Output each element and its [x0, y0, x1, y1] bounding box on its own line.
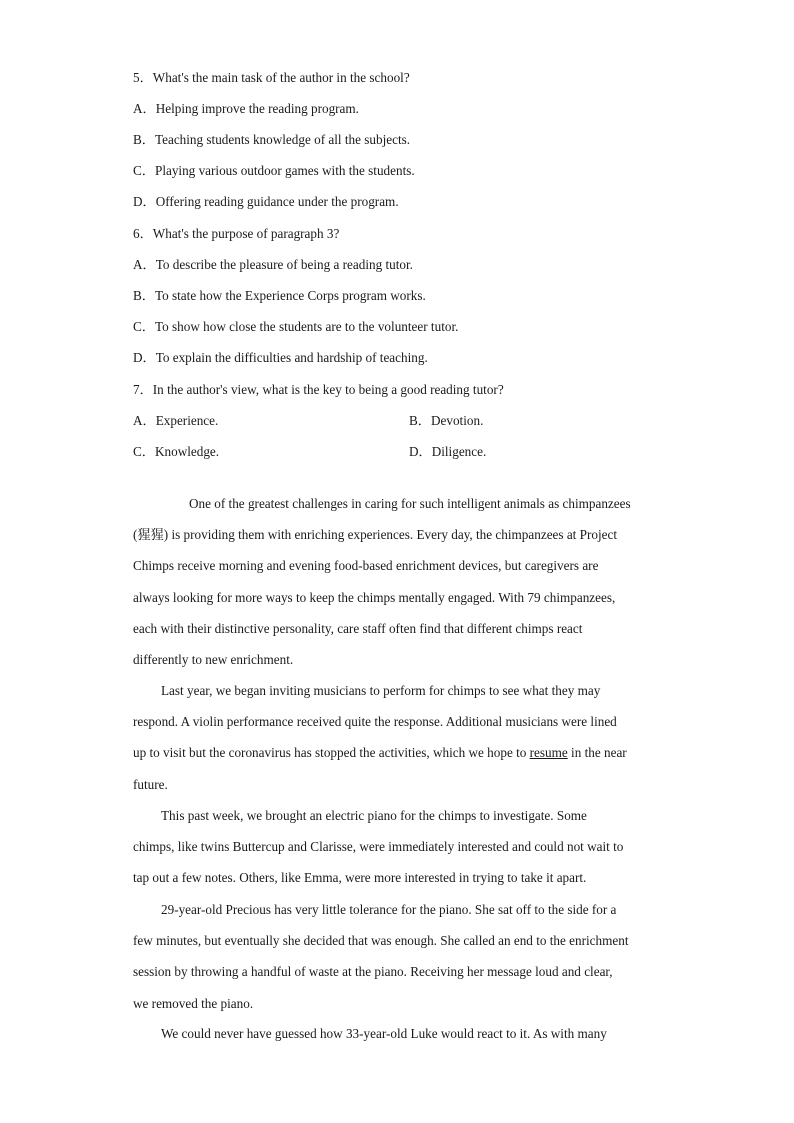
passage-line: (猩猩) is providing them with enriching experiences. Every day, the chimpanzees at Project: [133, 527, 617, 543]
passage-line: chimps, like twins Buttercup and Clarisse, were immediately interested and could not wait to: [133, 839, 624, 855]
question-5-option-d: D．Offering reading guidance under the program.: [133, 194, 399, 209]
passage-paragraph-3: [133, 805, 663, 899]
passage-paragraph-5: [133, 1023, 663, 1054]
passage-line: We could never have guessed how 33-year-old Luke would react to it. As with many: [161, 1026, 607, 1041]
passage-paragraph-2: [133, 680, 663, 805]
question-7-option-a: A．Experience.: [133, 413, 219, 428]
text-segment: up to visit but the coronavirus has stopped the activities, which we hope to: [133, 745, 530, 761]
passage-line: future.: [133, 776, 168, 792]
passage-line: Chimps receive morning and evening food-based enrichment devices, but caregivers are: [133, 558, 599, 574]
question-6-option-a: A．To describe the pleasure of being a reading tutor.: [133, 257, 413, 272]
passage-line: tap out a few notes. Others, like Emma, were more interested in trying to take it apart.: [133, 870, 587, 886]
passage-line: Last year, we began inviting musicians to perform for chimps to see what they may: [161, 683, 601, 698]
passage-line: One of the greatest challenges in caring for such intelligent animals as chimpanzees: [189, 496, 631, 511]
passage-line: respond. A violin performance received quite the response. Additional musicians were lined: [133, 714, 617, 730]
passage-line: we removed the piano.: [133, 995, 254, 1011]
passage-line: [133, 742, 663, 773]
question-5-option-b: B．Teaching students knowledge of all the subjects.: [133, 132, 411, 147]
question-5-option-c: C．Playing various outdoor games with the students.: [133, 163, 415, 178]
passage-line: differently to new enrichment.: [133, 651, 294, 667]
question-6-option-d: D．To explain the difficulties and hardship of teaching.: [133, 350, 428, 365]
question-5-option-a: A．Helping improve the reading program.: [133, 101, 359, 116]
question-5-stem: 5．What's the main task of the author in the school?: [133, 70, 410, 85]
text-segment: in the near: [567, 745, 627, 761]
passage-paragraph-1: [133, 493, 663, 680]
question-6-option-b: B．To state how the Experience Corps program works.: [133, 288, 426, 303]
question-7-stem: 7．In the author's view, what is the key to being a good reading tutor?: [133, 382, 504, 397]
question-6-stem: 6．What's the purpose of paragraph 3?: [133, 226, 340, 241]
passage-paragraph-4: [133, 899, 663, 1024]
question-7-option-b: B．Devotion.: [409, 413, 484, 428]
passage-line: each with their distinctive personality, care staff often find that different chimps react: [133, 620, 583, 636]
question-7-option-c: C．Knowledge.: [133, 444, 220, 459]
question-6-option-c: C．To show how close the students are to the volunteer tutor.: [133, 319, 459, 334]
passage-line: This past week, we brought an electric piano for the chimps to investigate. Some: [161, 808, 587, 823]
passage-line: 29-year-old Precious has very little tolerance for the piano. She sat off to the side for a: [161, 902, 617, 917]
underlined-word: resume: [529, 745, 568, 761]
passage-line: few minutes, but eventually she decided that was enough. She called an end to the enrichment: [133, 933, 629, 949]
question-7-option-d: D．Diligence.: [409, 444, 487, 459]
passage-line: session by throwing a handful of waste at the piano. Receiving her message loud and clear,: [133, 964, 613, 980]
passage-line: always looking for more ways to keep the chimps mentally engaged. With 79 chimpanzees,: [133, 589, 616, 605]
